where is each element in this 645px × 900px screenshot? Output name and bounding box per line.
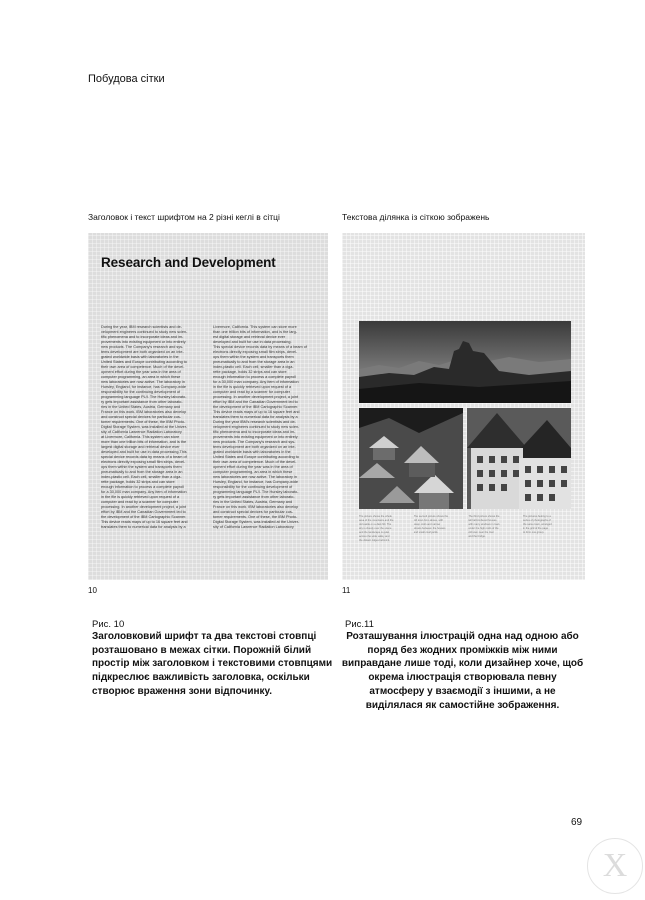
text-line: effort by IBM and the Canadian Government led to xyxy=(101,510,186,514)
text-line: ops them within the system and transports them xyxy=(213,355,294,359)
text-line: United States and Europe contributing according to xyxy=(101,360,187,364)
text-column-one xyxy=(101,325,206,530)
text-line: ops them within the system and transports them xyxy=(101,465,182,469)
text-line: opment effort during the year was in the area of xyxy=(101,370,181,374)
text-line: Livermore, California. This system can store more xyxy=(213,325,297,329)
text-line: in the file is quickly retrieved upon request of a xyxy=(213,385,292,389)
text-line: the same town, arranged xyxy=(522,523,552,526)
text-line: opment effort during the year was in the area of xyxy=(213,465,293,469)
text-line: for a 30,000 man company. Any item of information xyxy=(213,380,299,384)
figure-10-description: Заголовковий шрифт та два текстові стовпці розташовано в межах сітки. Порожній білий простір між заголовком і текстовими стовпцями підкреслює важливість заголовка, оскільки створює враження зони відпочинку. xyxy=(92,631,333,697)
text-line: the development of the IBM Cartographic Scanner. xyxy=(213,405,299,409)
right-page-thumbnail xyxy=(342,233,585,580)
text-line: new laboratories are now active. The laboratory in xyxy=(101,380,185,384)
text-line: tems development are both organized on an inte- xyxy=(213,445,296,449)
text-line: tomer requirements. One of these, the IBM Photo- xyxy=(101,420,186,424)
text-line: developed and built for use in data processing. xyxy=(213,340,292,344)
text-line: The picture shows the whole xyxy=(359,515,392,518)
text-line: under the high roofs of the xyxy=(468,527,499,530)
text-line: and small courtyards. xyxy=(413,531,439,534)
text-line: index-plastic cell. Each cell, smaller than a ciga- xyxy=(213,365,294,369)
text-line: ries in the United States, Austria, Germany and xyxy=(213,500,293,504)
text-line: tems development are both organized on an inte- xyxy=(101,350,184,354)
text-line: their own area of competence. Much of the devel- xyxy=(213,460,297,464)
text-line: tomer requirements. One of these, the IBM Photo- xyxy=(213,515,298,519)
text-line: ry gets important assistance from other laborato- xyxy=(213,495,295,499)
text-line: index-plastic cell. Each cell, smaller than a ciga- xyxy=(101,475,182,479)
text-line: Hursley, England, for instance, has Company-wide xyxy=(213,480,298,484)
left-page-thumbnail xyxy=(88,233,328,580)
left-figure-caption: Заголовок і текст шрифтом на 2 різні кеглі в сітці xyxy=(88,212,280,222)
text-line: computer programming, an area in which these xyxy=(101,375,181,379)
text-line: developed and built for use in data processing.This xyxy=(101,450,187,454)
text-line: tific phenomena and to incorporate ideas and im- xyxy=(101,335,184,339)
text-line: sity of California Lawrence Radiation Laboratory xyxy=(213,525,294,529)
watermark-letter: X xyxy=(602,847,628,884)
text-line: than one trillion bits of information, and is the larg- xyxy=(213,330,297,334)
text-line: computer and read by a scanner for computer xyxy=(101,500,179,504)
text-line: provements into existing equipment or into entirely xyxy=(213,435,298,439)
text-line: translates them to numerical data for analysis by a xyxy=(213,415,298,419)
section-title: Побудова сітки xyxy=(88,73,165,85)
text-line: their own area of competence. Much of the devel- xyxy=(101,365,185,369)
text-line: The second picture shows the xyxy=(413,515,449,518)
text-line: This device reads maps of up to 16 square feet and xyxy=(101,520,188,524)
text-line: This device reads maps of up to 16 square feet and xyxy=(213,410,300,414)
text-line: rette package, holds 32 strips and can store xyxy=(213,370,287,374)
left-page-number: 10 xyxy=(88,586,97,595)
text-line: old castle on a dark hill. The xyxy=(359,523,392,526)
landscape-photo xyxy=(359,321,571,403)
text-line: in the file is quickly retrieved upon request of a xyxy=(101,495,180,499)
text-line: the distant ridges behind it. xyxy=(359,539,391,542)
text-line: new products. The Company's research and sys- xyxy=(101,345,184,349)
text-line: programming language PL/I. The Hursley laborato- xyxy=(213,490,299,494)
text-line: pneumatically to and from the storage area in an xyxy=(213,360,295,364)
text-line: old town from above, with xyxy=(413,519,444,522)
text-line: grated worldwide basis with laboratories in the xyxy=(101,355,179,359)
text-line: ry gets important assistance from other laborato- xyxy=(101,400,183,404)
text-line: This special device records data by means of a beam of xyxy=(213,345,307,349)
text-line: Hursley, England, for instance, has Company-wide xyxy=(101,385,186,389)
text-line: sky is cloudy over the scene xyxy=(359,527,392,530)
text-line: tific phenomena and to incorporate ideas and im- xyxy=(213,430,296,434)
text-line: responsibility for the continuing development of xyxy=(213,485,293,489)
text-line: new products. The Company's research and sys- xyxy=(213,440,296,444)
text-line: processing. In another development project, a joint xyxy=(213,395,299,399)
photo-caption xyxy=(468,515,516,543)
text-line: During the year, IBM research scientists and de- xyxy=(101,325,183,329)
text-line: rette package, holds 32 strips and can store xyxy=(101,480,175,484)
text-line: the development of the IBM Cartographic Scanner. xyxy=(101,515,187,519)
text-line: for a 30,000 man company. Any item of information xyxy=(101,490,187,494)
text-line: programming language PL/I. The Hursley laborato- xyxy=(101,395,187,399)
text-line: with many windows in rows xyxy=(468,523,500,526)
text-line: across the wide valley and xyxy=(359,535,390,538)
text-line: sity of California Lawrence Radiation Laboratory xyxy=(101,430,182,434)
text-line: processing. In another development project, a joint xyxy=(101,505,187,509)
text-line: France on this work. IBM laboratories also develop xyxy=(101,410,187,414)
photo-captions xyxy=(359,515,571,543)
text-line: computer programming, an area in which these xyxy=(213,470,293,474)
text-line: largest digital storage and retrieval device ever xyxy=(101,445,180,449)
half-timbered-houses-photo xyxy=(467,408,571,509)
text-line: steep roofs and narrow xyxy=(413,523,441,526)
text-line: ries in the United States, Austria, Germany and xyxy=(101,405,181,409)
figure-11-label: Рис.11 xyxy=(345,619,374,630)
town-aerial-photo xyxy=(359,408,463,509)
text-line: enough information to process a complete payroll xyxy=(213,375,296,379)
text-line: old town near the river xyxy=(468,531,494,534)
photo-caption xyxy=(523,515,571,543)
page-heading: Research and Development xyxy=(101,255,276,270)
text-line: streets between the houses xyxy=(413,527,446,530)
text-line: grated worldwide basis with laboratories in the xyxy=(213,450,291,454)
text-line: more than one trillion bits of information, and is the xyxy=(101,440,187,444)
text-line: in the grid of the page xyxy=(522,527,549,530)
text-line: special device records data by means of a beam of xyxy=(101,455,187,459)
text-line: est digital storage and retrieval device ever xyxy=(213,335,286,339)
photo-caption xyxy=(359,515,407,543)
text-line: France on this work. IBM laboratories also develop xyxy=(213,505,299,509)
photo-caption xyxy=(414,515,462,543)
text-line: electrons directly exposing small film strips, devel- xyxy=(101,460,186,464)
text-line: The pictures belong to a xyxy=(522,515,551,518)
figure-11-description: Розташування ілюстрацій одна над одною або поряд без жодних проміжків між ними виправдане лише тоді, коли дизайнер хоче, щоб окрема ілюстрація створювала певну атмосферу у взаємодії з іншими, а не виділялася як самостійне зображення. xyxy=(341,631,584,711)
text-line: area of the mountains and the xyxy=(359,519,394,522)
text-line: responsibility for the continuing development of xyxy=(101,390,181,394)
text-line: provements into existing equipment or into entirely xyxy=(101,340,186,344)
text-line: to form one group. xyxy=(522,531,545,534)
text-line: new laboratories are now active. The laboratory in xyxy=(213,475,297,479)
text-line: effort by IBM and the Canadian Government led to xyxy=(213,400,298,404)
text-line: United States and Europe contributing according to xyxy=(213,455,299,459)
right-figure-caption: Текстова ділянка із сіткою зображень xyxy=(342,212,490,222)
right-page-number: 11 xyxy=(342,586,351,595)
text-line: velopment engineers continued to study new scien- xyxy=(213,425,300,429)
figure-10-label: Рис. 10 xyxy=(92,619,125,630)
text-line: tall half-timbered houses xyxy=(468,519,497,522)
text-line: velopment engineers continued to study new scien- xyxy=(101,330,188,334)
text-line: computer and read by a scanner for computer xyxy=(213,390,291,394)
text-line: electrons directly exposing small film strips, devel- xyxy=(213,350,298,354)
text-line: Digital Storage System, was installed at the Univer- xyxy=(213,520,300,524)
text-line: enough information to process a complete payroll xyxy=(101,485,184,489)
text-line: translates them to numerical data for analysis by a xyxy=(101,525,186,529)
text-line: During the year IBM's research scientists and de- xyxy=(213,420,296,424)
text-column-two xyxy=(213,325,318,530)
watermark-logo xyxy=(587,838,643,894)
text-line: pneumatically to and from the storage area in an xyxy=(101,470,183,474)
text-line: series of photographs of xyxy=(522,519,551,522)
text-line: and the landscape is quiet xyxy=(359,531,390,534)
text-line: The third picture shows the xyxy=(468,515,500,518)
book-page-number: 69 xyxy=(571,817,583,828)
text-line: and the bridge. xyxy=(468,535,486,538)
text-line: at Livermore, California. This system can store xyxy=(101,435,180,439)
text-line: Digital Storage System, was installed at the Univer- xyxy=(101,425,188,429)
text-line: and construct special devices for particular cus- xyxy=(213,510,293,514)
text-line: and construct special devices for particular cus- xyxy=(101,415,181,419)
